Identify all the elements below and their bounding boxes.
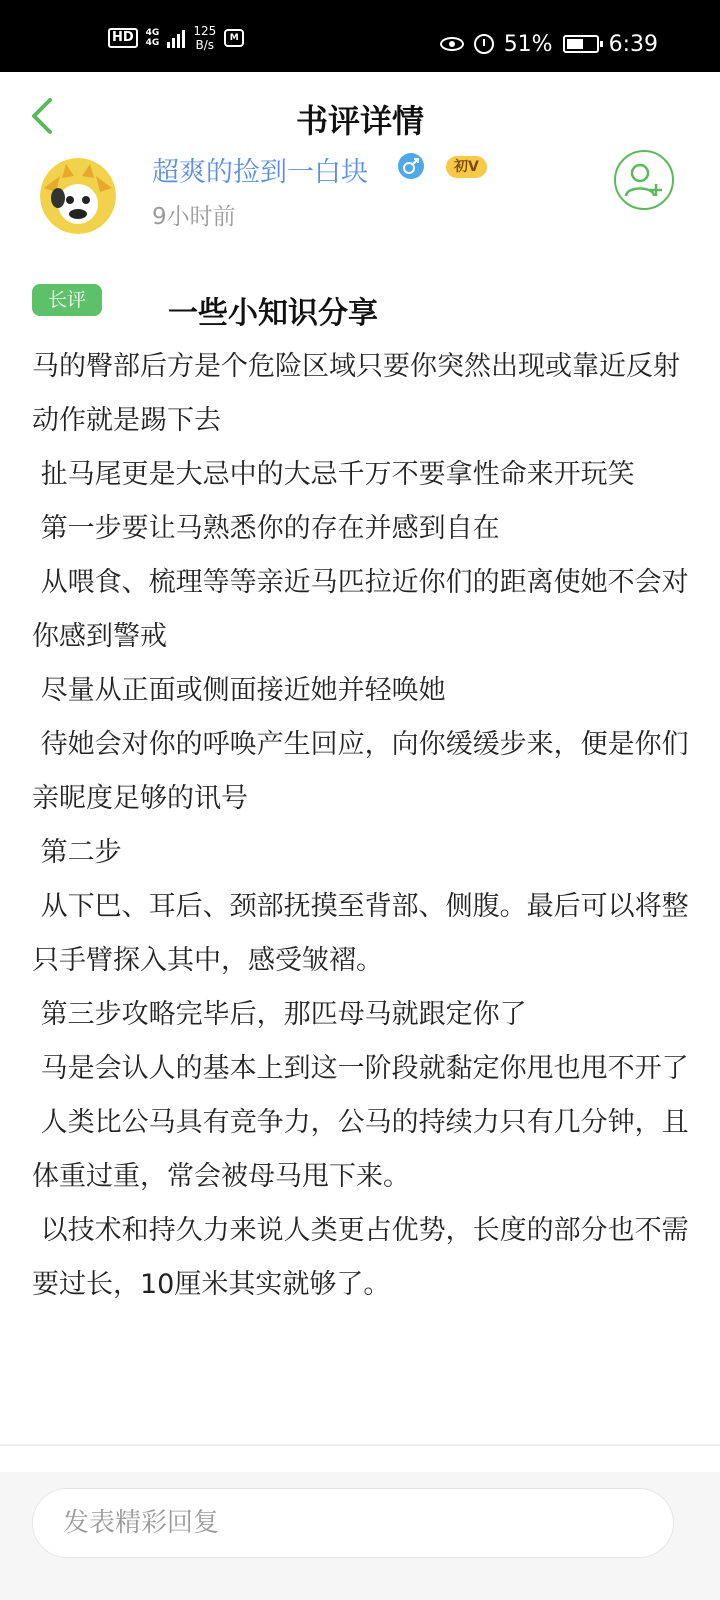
avatar-image <box>40 158 116 234</box>
battery-icon <box>563 35 599 53</box>
app-notification-icon: M <box>224 29 244 47</box>
signal-icon <box>167 28 185 48</box>
author-name[interactable]: 超爽的捡到一白块 <box>152 157 368 188</box>
review-body <box>32 340 692 1312</box>
reply-input[interactable]: 发表精彩回复 <box>32 1488 674 1558</box>
review-paragraph: 第一步要让马熟悉你的存在并感到自在 <box>32 513 500 544</box>
author-row <box>0 150 720 250</box>
status-left <box>108 22 244 54</box>
clock: 6:39 <box>608 31 658 57</box>
review-paragraph: 马的臀部后方是个危险区域只要你突然出现或靠近反射动作就是踢下去 <box>32 351 680 436</box>
long-review-tag: 长评 <box>32 284 102 316</box>
network-type: 4G 4G <box>145 28 160 48</box>
hd-icon: HD <box>108 28 138 48</box>
review-paragraph: 第三步攻略完毕后，那匹母马就跟定你了 <box>32 999 527 1030</box>
divider <box>0 1444 720 1446</box>
review-paragraph: 从下巴、耳后、颈部抚摸至背部、侧腹。最后可以将整只手臂探入其中，感受皱褶。 <box>32 891 689 976</box>
battery-percent: 51% <box>503 31 553 57</box>
add-user-icon <box>616 152 672 208</box>
review-paragraph: 人类比公马具有竞争力，公马的持续力只有几分钟，且体重过重，常会被母马甩下来。 <box>32 1107 689 1192</box>
post-time: 9小时前 <box>152 204 236 230</box>
page-title: 书评详情 <box>295 102 424 140</box>
alarm-icon <box>474 34 494 54</box>
review-paragraph: 尽量从正面或侧面接近她并轻唤她 <box>32 675 446 706</box>
review-paragraph: 从喂食、梳理等等亲近马匹拉近你们的距离使她不会对你感到警戒 <box>32 567 689 652</box>
review-paragraph: 扯马尾更是大忌中的大忌千万不要拿性命来开玩笑 <box>32 459 635 490</box>
avatar[interactable] <box>40 158 116 234</box>
network-speed: 125 B/s <box>193 24 217 52</box>
level-badge: 初V <box>446 156 487 178</box>
status-right <box>440 28 658 60</box>
nav-bar <box>0 72 720 160</box>
review-title: 一些小知识分享 <box>168 296 378 331</box>
review-paragraph: 第二步 <box>32 837 122 868</box>
reply-bar <box>0 1472 720 1600</box>
male-icon <box>398 153 424 179</box>
review-paragraph: 以技术和持久力来说人类更占优势，长度的部分也不需要过长，10厘米其实就够了。 <box>32 1215 689 1300</box>
follow-button[interactable] <box>614 150 674 210</box>
status-bar <box>0 0 720 72</box>
eye-comfort-icon <box>440 37 464 51</box>
review-paragraph: 待她会对你的呼唤产生回应，向你缓缓步来，便是你们亲昵度足够的讯号 <box>32 729 689 814</box>
review-paragraph: 马是会认人的基本上到这一阶段就黏定你甩也甩不开了 <box>32 1053 689 1084</box>
